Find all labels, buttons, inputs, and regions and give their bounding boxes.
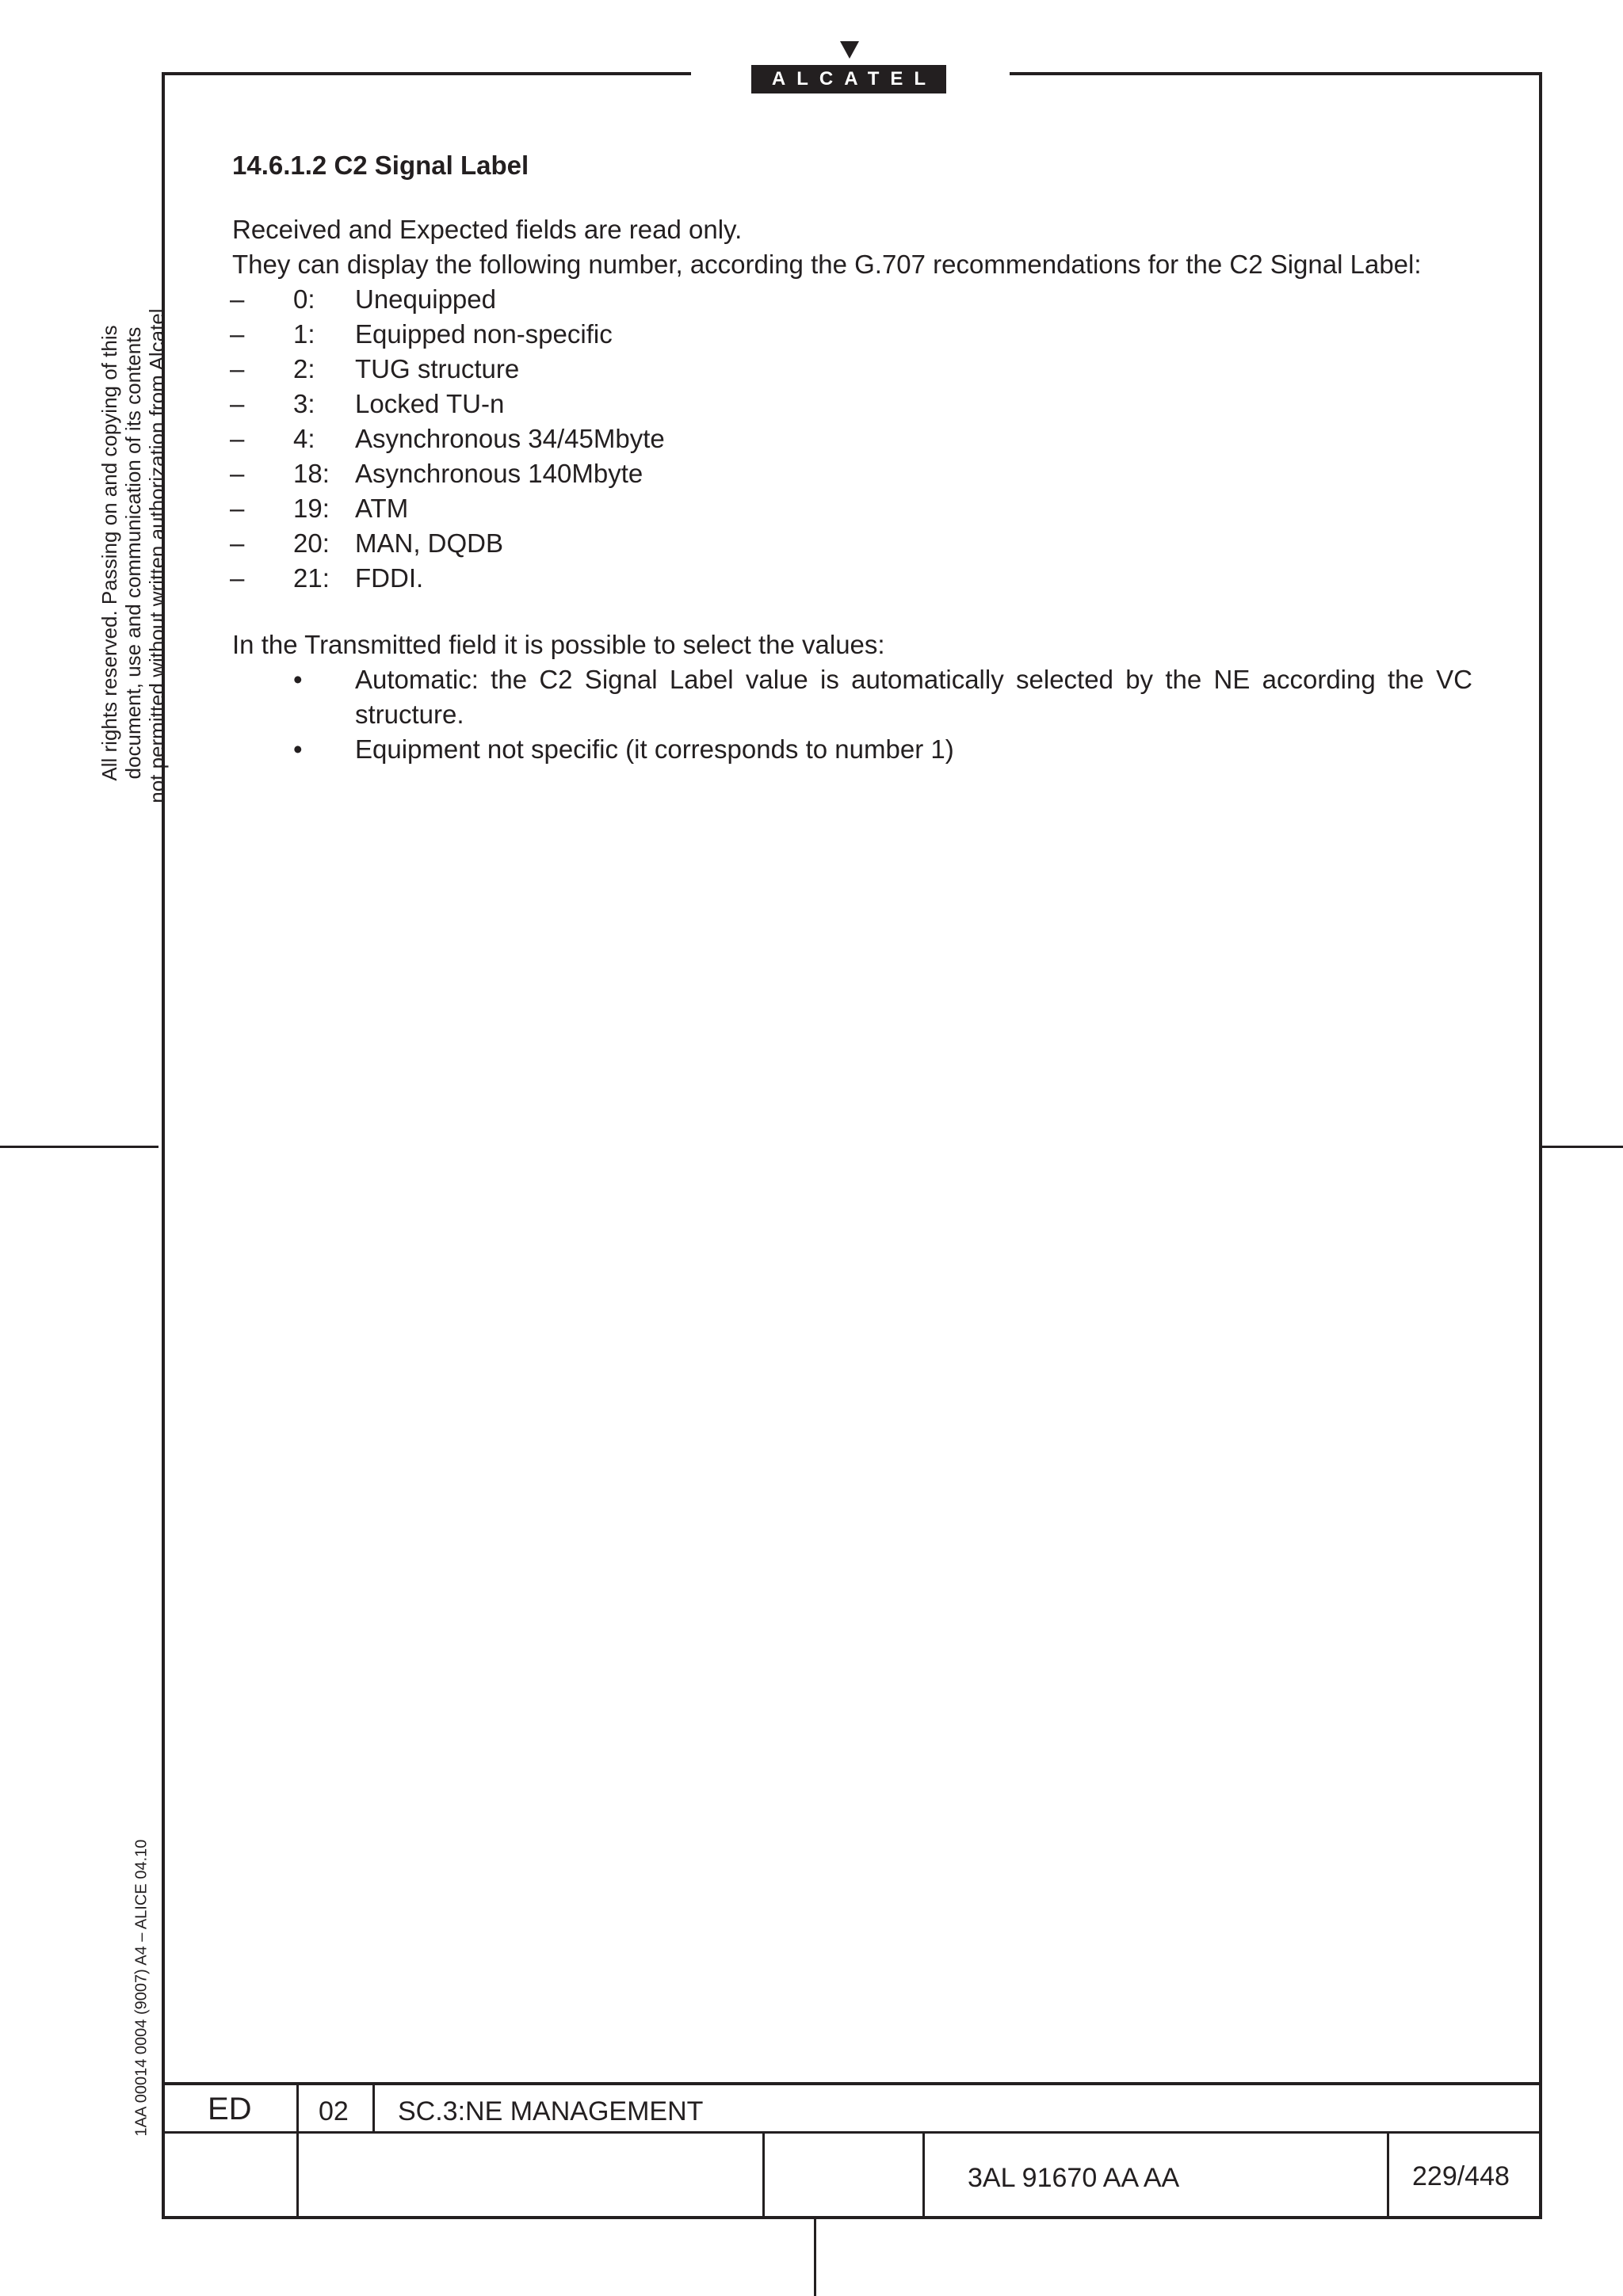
list-number: 4: bbox=[293, 424, 315, 453]
cut-mark-right bbox=[1542, 1146, 1623, 1148]
cut-mark-bottom bbox=[814, 2218, 816, 2296]
list-dash: – bbox=[230, 284, 245, 314]
list-label: Asynchronous 140Mbyte bbox=[355, 459, 643, 488]
section-heading: 14.6.1.2 C2 Signal Label bbox=[232, 151, 529, 180]
bullet-text: Equipment not specific (it corresponds to number 1) bbox=[355, 734, 954, 764]
bullet-icon: • bbox=[293, 665, 303, 694]
document-code: 1AA 00014 0004 (9007) A4 – ALICE 04.10 bbox=[132, 1839, 151, 2137]
list-number: 3: bbox=[293, 389, 315, 418]
list-dash: – bbox=[230, 389, 245, 418]
copyright-notice bbox=[97, 276, 169, 830]
page-number: 229/448 bbox=[1412, 2161, 1510, 2191]
list-label: Equipped non-specific bbox=[355, 319, 613, 349]
top-rule-right bbox=[1010, 72, 1542, 75]
intro-paragraph-1: Received and Expected fields are read only. bbox=[232, 215, 743, 244]
list-label: Unequipped bbox=[355, 284, 496, 314]
top-rule-left bbox=[162, 72, 691, 75]
footer-rule-top bbox=[162, 2082, 1542, 2085]
footer-divider bbox=[922, 2132, 925, 2218]
bullet-text: Automatic: the C2 Signal Label value is automatically selected by the NE according the VC structure. bbox=[355, 665, 1472, 729]
list-number: 0: bbox=[293, 284, 315, 314]
copyright-line: document, use and communication of its contents bbox=[121, 326, 145, 780]
intro-paragraph-2: They can display the following number, according the G.707 recommendations for the C2 Signal Label: bbox=[232, 250, 1422, 279]
list-number: 21: bbox=[293, 563, 330, 593]
list-label: MAN, DQDB bbox=[355, 528, 504, 558]
alcatel-logo-triangle-icon bbox=[840, 41, 859, 59]
list-dash: – bbox=[230, 319, 245, 349]
list-number: 18: bbox=[293, 459, 330, 488]
footer-divider bbox=[296, 2084, 299, 2218]
footer-divider bbox=[762, 2132, 765, 2218]
copyright-line: not permitted without written authorization from Alcatel. bbox=[145, 303, 169, 803]
footer-rule-middle bbox=[162, 2131, 1542, 2134]
list-dash: – bbox=[230, 563, 245, 593]
list-label: Locked TU-n bbox=[355, 389, 505, 418]
document-number: 3AL 91670 AA AA bbox=[968, 2163, 1180, 2193]
footer-divider bbox=[1387, 2132, 1389, 2218]
list-dash: – bbox=[230, 424, 245, 453]
edition-value: 02 bbox=[319, 2096, 349, 2126]
list-label: Asynchronous 34/45Mbyte bbox=[355, 424, 665, 453]
list-number: 2: bbox=[293, 354, 315, 383]
cut-mark-left bbox=[0, 1146, 158, 1148]
list-dash: – bbox=[230, 494, 245, 523]
edition-label: ED bbox=[208, 2092, 252, 2126]
list-label: FDDI. bbox=[355, 563, 424, 593]
bullet-icon: • bbox=[293, 734, 303, 764]
transmitted-intro: In the Transmitted field it is possible to select the values: bbox=[232, 630, 885, 659]
alcatel-logo: ALCATEL bbox=[751, 65, 946, 93]
copyright-line: All rights reserved. Passing on and copying of this bbox=[97, 325, 121, 781]
list-number: 19: bbox=[293, 494, 330, 523]
list-dash: – bbox=[230, 528, 245, 558]
list-label: ATM bbox=[355, 494, 409, 523]
list-number: 20: bbox=[293, 528, 330, 558]
footer-divider bbox=[372, 2084, 375, 2133]
list-label: TUG structure bbox=[355, 354, 520, 383]
chapter-title: SC.3:NE MANAGEMENT bbox=[398, 2096, 704, 2126]
list-number: 1: bbox=[293, 319, 315, 349]
list-dash: – bbox=[230, 354, 245, 383]
list-dash: – bbox=[230, 459, 245, 488]
